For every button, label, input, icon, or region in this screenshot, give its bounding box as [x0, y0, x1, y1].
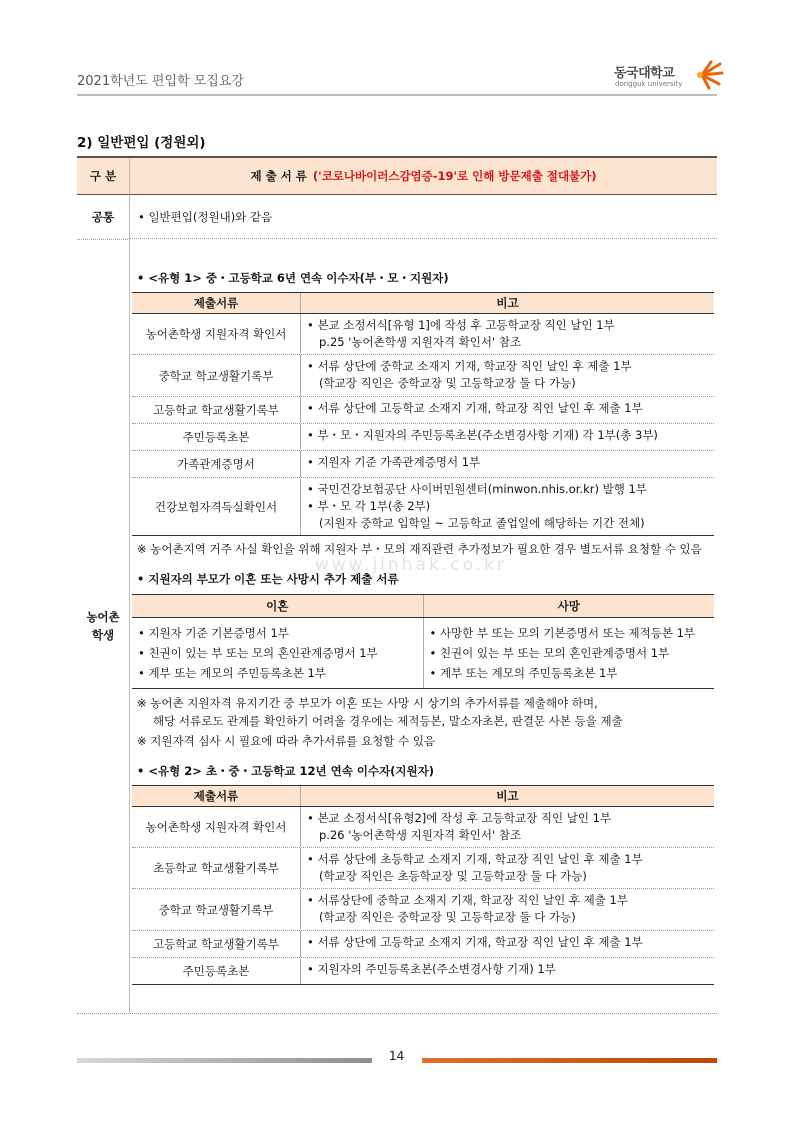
header-divider — [77, 94, 717, 96]
note-line: • 부・모・지원자의 주민등록초본(주소변경사항 기재) 각 1부(총 3부) — [307, 428, 658, 442]
university-logo — [614, 60, 724, 90]
table-row — [132, 807, 714, 848]
divorce-header: 이혼 — [132, 595, 424, 617]
doc-note — [301, 424, 714, 450]
rural-student-label — [77, 240, 130, 1013]
note-line: (학교장 직인은 초등학교장 및 고등학교장 둘 다 가능) — [319, 869, 587, 883]
note-line: (학교장 직인은 중학교장 및 고등학교장 둘 다 가능) — [319, 376, 576, 390]
type1-title: • <유형 1> 중・고등학교 6년 연속 이수자(부・모・지원자) — [137, 271, 449, 285]
table-row — [132, 314, 714, 355]
document-header-title: 2021학년도 편입학 모집요강 — [77, 74, 244, 89]
doc-name: 고등학교 학교생활기록부 — [132, 931, 301, 957]
logo-english-text: dongguk university — [615, 80, 683, 88]
table-row — [132, 355, 714, 397]
footer-bar-right — [422, 1058, 717, 1063]
note-line: (학교장 직인은 중학교장 및 고등학교장 둘 다 가능) — [319, 910, 576, 924]
doc-note — [301, 397, 714, 423]
doc-name: 건강보험자격득실확인서 — [132, 478, 301, 535]
doc-note — [301, 889, 714, 930]
logo-korean-text: 동국대학교 — [614, 66, 675, 81]
documents-header-label: 제 출 서 류 — [250, 169, 307, 183]
type2-title: • <유형 2> 초・중・고등학교 12년 연속 이수자(지원자) — [137, 764, 435, 778]
type2-header-doc: 제출서류 — [132, 786, 301, 806]
divorce-note-1: ※ 농어촌 지원자격 유지기간 중 부모가 이혼 또는 사망 시 상기의 추가서류를 제출해야 하며, — [137, 696, 598, 710]
list-item: • 친권이 있는 부 또는 모의 혼인관계증명서 1부 — [138, 646, 378, 660]
table-row — [132, 451, 714, 478]
doc-note — [301, 848, 714, 888]
note-line: (지원자 중학교 입학일 ~ 고등학교 졸업일에 해당하는 기간 전체) — [319, 516, 645, 530]
type1-header-doc: 제출서류 — [132, 293, 301, 313]
visit-prohibited-notice: ('코로나바이러스감염증-19'로 인해 방문제출 절대불가) — [312, 169, 597, 183]
footer-bar-left — [77, 1058, 372, 1063]
doc-name: 주민등록초본 — [132, 424, 301, 450]
divorce-column — [132, 618, 424, 688]
section-title: 2) 일반편입 (정원외) — [77, 135, 206, 151]
table-row — [132, 397, 714, 424]
doc-note — [301, 451, 714, 477]
list-item: • 계부 또는 계모의 주민등록초본 1부 — [138, 666, 326, 680]
doc-name: 농어촌학생 지원자격 확인서 — [132, 807, 301, 847]
documents-header — [130, 158, 717, 195]
note-line: • 부・모 각 1부(총 2부) — [307, 499, 431, 513]
note-line: • 서류 상단에 고등학교 소재지 기재, 학교장 직인 날인 후 제출 1부 — [307, 935, 643, 949]
doc-name: 고등학교 학교생활기록부 — [132, 397, 301, 423]
note-line: • 지원자의 주민등록초본(주소변경사항 기재) 1부 — [307, 962, 556, 976]
page-number: 14 — [389, 1049, 405, 1063]
divorce-table-body — [132, 618, 714, 688]
category-header: 구 분 — [77, 158, 130, 195]
note-line: • 서류 상단에 고등학교 소재지 기재, 학교장 직인 날인 후 제출 1부 — [307, 401, 643, 415]
doc-note — [301, 355, 714, 396]
divorce-title: • 지원자의 부모가 이혼 또는 사망시 추가 제출 서류 — [137, 572, 399, 586]
type2-header-note: 비고 — [496, 789, 519, 803]
table-row — [132, 478, 714, 535]
list-item: • 계부 또는 계모의 주민등록초본 1부 — [429, 666, 618, 680]
type2-table-header — [132, 786, 714, 807]
logo-burst-icon — [692, 60, 724, 90]
note-line: • 서류상단에 중학교 소재지 기재, 학교장 직인 날인 후 제출 1부 — [307, 893, 628, 907]
table-row — [132, 848, 714, 889]
table-row — [132, 424, 714, 451]
list-item: • 사망한 부 또는 모의 기본증명서 또는 제적등본 1부 — [429, 626, 696, 640]
type1-header-note: 비고 — [496, 296, 519, 310]
doc-name: 농어촌학생 지원자격 확인서 — [132, 314, 301, 354]
divorce-death-table — [132, 594, 714, 689]
divorce-note-3: ※ 지원자격 심사 시 필요에 따라 추가서류를 요청할 수 있음 — [137, 734, 436, 748]
rural-label-line1: 농어촌 — [86, 609, 120, 624]
table-row — [132, 931, 714, 958]
divorce-table-header — [132, 595, 714, 618]
doc-note — [301, 314, 714, 354]
death-header: 사망 — [557, 599, 580, 613]
type2-table — [132, 785, 714, 985]
note-line: • 서류 상단에 초등학교 소재지 기재, 학교장 직인 날인 후 제출 1부 — [307, 852, 643, 866]
note-line: • 본교 소정서식[유형 1]에 작성 후 고등학교장 직인 날인 1부 — [307, 318, 615, 332]
doc-note — [301, 478, 714, 535]
doc-note — [301, 807, 714, 847]
note-line: • 본교 소정서식[유형2]에 작성 후 고등학교장 직인 날인 1부 — [307, 811, 612, 825]
doc-name: 중학교 학교생활기록부 — [132, 889, 301, 930]
doc-name: 가족관계증명서 — [132, 451, 301, 477]
type1-table-header — [132, 293, 714, 314]
doc-name: 주민등록초본 — [132, 958, 301, 984]
doc-name: 초등학교 학교생활기록부 — [132, 848, 301, 888]
doc-note — [301, 931, 714, 957]
note-line: p.26 '농어촌학생 지원자격 확인서' 참조 — [319, 828, 522, 842]
table-row — [132, 958, 714, 984]
note-line: • 서류 상단에 중학교 소재지 기재, 학교장 직인 날인 후 제출 1부 — [307, 359, 632, 373]
rural-label-line2: 학생 — [91, 627, 115, 642]
note-line: • 지원자 기준 가족관계증명서 1부 — [307, 455, 481, 469]
type1-note: ※ 농어촌지역 거주 사실 확인을 위해 지원자 부・모의 재직관련 추가정보가 필요한 경우 별도서류 요청할 수 있음 — [137, 542, 702, 556]
note-line: • 국민건강보험공단 사이버민원센터(minwon.nhis.or.kr) 발행 1부 — [307, 482, 647, 496]
note-line: p.25 '농어촌학생 지원자격 확인서' 참조 — [319, 335, 522, 349]
list-item: • 지원자 기준 기본증명서 1부 — [138, 626, 289, 640]
death-column — [424, 618, 715, 688]
doc-note — [301, 958, 714, 984]
doc-name: 중학교 학교생활기록부 — [132, 355, 301, 396]
watermark: www.jinhak.co.kr — [315, 555, 507, 575]
common-text: • 일반편입(정원내)와 같음 — [130, 195, 717, 239]
divorce-note-2: 해당 서류로도 관계를 확인하기 어려울 경우에는 제적등본, 말소자초본, 판결문 사본 등을 제출 — [153, 714, 623, 728]
type1-table — [132, 292, 714, 536]
common-label: 공통 — [77, 195, 130, 240]
table-row — [132, 889, 714, 931]
list-item: • 친권이 있는 부 또는 모의 혼인관계증명서 1부 — [429, 646, 670, 660]
